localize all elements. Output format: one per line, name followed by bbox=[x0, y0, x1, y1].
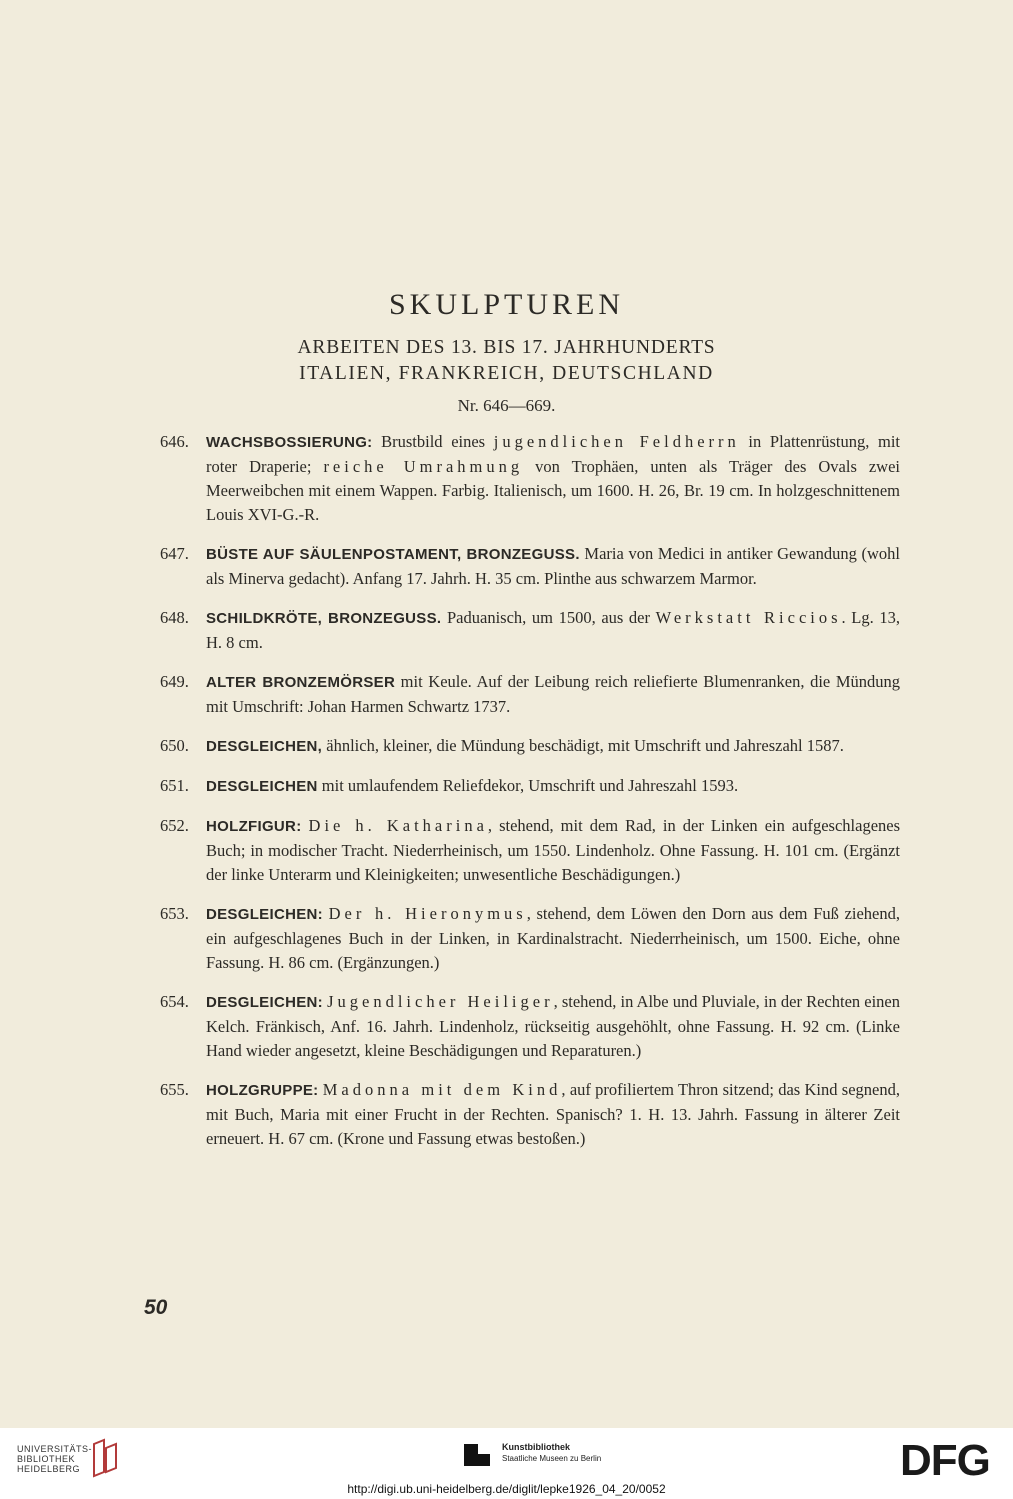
page-title: SKULPTUREN bbox=[388, 288, 624, 321]
entry-number: 646. bbox=[160, 432, 189, 451]
ub-line-3: HEIDELBERG bbox=[17, 1464, 81, 1474]
entry-text: , auf profiliertem Thron sitzend; das Kind segnend, mit Buch, Maria mit einer Frucht in der Rechten. Spanisch? 1. H. 13. Jahrh. Fassung in älterer Zeit erneuert. H. 67 cm. (Krone und Fassung etwas bestoßen.) bbox=[206, 1080, 900, 1148]
page-number: 50 bbox=[144, 1296, 168, 1319]
catalog-entry bbox=[160, 542, 900, 591]
ub-heidelberg-logo-icon[interactable] bbox=[90, 1438, 120, 1478]
entry-spaced-title: Werkstatt Riccios bbox=[655, 608, 842, 627]
entry-text: mit umlaufendem Reliefdekor, Umschrift und Jahreszahl 1593. bbox=[317, 776, 739, 795]
entry-label: SCHILDKRÖTE, BRONZEGUSS. bbox=[206, 610, 442, 627]
kb-subtitle: Staatliche Museen zu Berlin bbox=[502, 1454, 602, 1463]
entry-spaced-title: Der h. Hieronymus bbox=[328, 904, 527, 923]
entry-text: Brustbild eines bbox=[372, 432, 494, 451]
entry-number: 651. bbox=[160, 776, 189, 795]
entry-label: DESGLEICHEN, bbox=[206, 738, 323, 755]
ub-line-1: UNIVERSITÄTS- bbox=[17, 1444, 93, 1454]
entry-spaced-title: reiche Umrahmung bbox=[323, 457, 524, 476]
entry-number: 655. bbox=[160, 1080, 189, 1099]
entry-number: 649. bbox=[160, 672, 189, 691]
entry-text: , stehend, dem Löwen den Dorn aus dem Fuß ziehend, ein aufgeschlagenes Buch in der Linken, in Kardinalstracht. Niederrheinisch, um 1500. Eiche, ohne Fassung. H. 86 cm. (Ergänzungen.) bbox=[206, 904, 900, 972]
entry-label: DESGLEICHEN: bbox=[206, 994, 323, 1011]
catalog-entries bbox=[160, 430, 900, 1166]
catalog-entry bbox=[160, 734, 900, 759]
source-url-link[interactable]: http://digi.ub.uni-heidelberg.de/diglit/lepke1926_04_20/0052 bbox=[347, 1482, 666, 1496]
entry-spaced-title: Jugendlicher Heiliger bbox=[327, 992, 554, 1011]
entry-text: , stehend, mit dem Rad, in der Linken ein aufgeschlagenes Buch; in modischer Tracht. Niederrheinisch, um 1550. Lindenholz. Ohne Fassung. H. 101 cm. (Ergänzt der linke Unterarm und Kleinigkeiten; unwesentliche Beschädigungen.) bbox=[206, 816, 901, 884]
catalog-entry bbox=[160, 670, 900, 719]
entry-number: 647. bbox=[160, 544, 189, 563]
entry-label: DESGLEICHEN: bbox=[206, 906, 323, 923]
kb-title: Kunstbibliothek bbox=[502, 1442, 570, 1452]
entry-spaced-title: Madonna mit dem Kind bbox=[322, 1080, 562, 1099]
entry-label: WACHSBOSSIERUNG: bbox=[206, 434, 373, 451]
catalog-entry bbox=[160, 1078, 900, 1151]
entry-spaced-title: Die h. Katharina bbox=[308, 816, 488, 835]
entry-text: Paduanisch, um 1500, aus der bbox=[441, 608, 656, 627]
entry-text bbox=[301, 816, 308, 835]
entry-text: von Trophäen, unten als Träger des Ovals zwei Meerweibchen mit einem Wappen. Farbig. Italienisch, um 1600. H. 26, Br. 19 cm. In holzgeschnittenem Louis XVI-G.-R. bbox=[206, 457, 900, 524]
catalog-entry bbox=[160, 606, 900, 655]
catalog-entry bbox=[160, 430, 900, 527]
catalog-entry bbox=[160, 814, 900, 887]
entry-text: Maria von Medici in antiker Gewandung (wohl als Minerva gedacht). Anfang 17. Jahrh. H. 35 cm. Plinthe aus schwarzem Marmor. bbox=[206, 544, 900, 588]
kunstbibliothek-logo-icon[interactable] bbox=[462, 1440, 492, 1470]
ub-heidelberg-label[interactable] bbox=[17, 1444, 92, 1474]
entry-number: 652. bbox=[160, 816, 189, 835]
catalog-entry bbox=[160, 774, 900, 799]
subtitle-period: ARBEITEN DES 13. BIS 17. JAHRHUNDERTS bbox=[297, 337, 716, 358]
entry-number: 653. bbox=[160, 904, 189, 923]
footer-bar bbox=[0, 1428, 1013, 1499]
number-range: Nr. 646—669. bbox=[457, 396, 556, 415]
entry-number: 648. bbox=[160, 608, 189, 627]
entry-label: HOLZGRUPPE: bbox=[206, 1082, 319, 1099]
entry-text: ähnlich, kleiner, die Mündung beschädigt, mit Umschrift und Jahreszahl 1587. bbox=[322, 736, 844, 755]
kunstbibliothek-label[interactable] bbox=[502, 1442, 601, 1464]
ub-line-2: BIBLIOTHEK bbox=[17, 1454, 76, 1464]
entry-number: 654. bbox=[160, 992, 189, 1011]
entry-label: DESGLEICHEN bbox=[206, 778, 318, 795]
entry-text: . Lg. 13, H. 8 cm. bbox=[206, 608, 900, 652]
entry-label: ALTER BRONZEMÖRSER bbox=[206, 674, 396, 691]
entry-text: mit Keule. Auf der Leibung reich reliefierte Blumenranken, die Mündung mit Umschrift: Johan Harmen Schwartz 1737. bbox=[206, 672, 901, 716]
entry-text: in Plattenrüstung, mit roter Draperie; bbox=[206, 432, 900, 476]
entry-label: HOLZFIGUR: bbox=[206, 818, 302, 835]
entry-number: 650. bbox=[160, 736, 189, 755]
catalog-entry bbox=[160, 990, 900, 1063]
catalog-entry bbox=[160, 902, 900, 975]
entry-text: , stehend, in Albe und Pluviale, in der Rechten einen Kelch. Fränkisch, Anf. 16. Jahrh. Lindenholz, rückseitig ausgehöhlt, ohne Fassung. H. 92 cm. (Linke Hand wieder angesetzt, kleine Beschädigungen und Reparaturen.) bbox=[206, 992, 900, 1060]
entry-label: BÜSTE AUF SÄULENPOSTAMENT, BRONZEGUSS. bbox=[206, 546, 580, 563]
entry-spaced-title: jugendlichen Feldherrn bbox=[493, 432, 740, 451]
subtitle-countries: ITALIEN, FRANKREICH, DEUTSCHLAND bbox=[299, 363, 714, 384]
dfg-logo[interactable]: DFG bbox=[900, 1436, 990, 1485]
